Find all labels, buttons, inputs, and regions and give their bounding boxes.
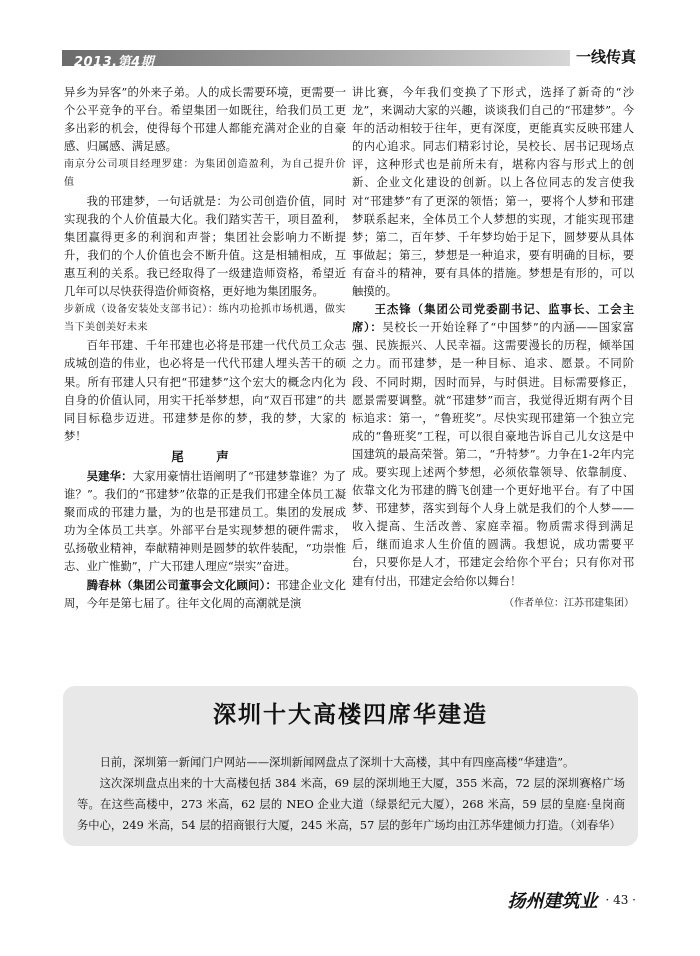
speaker-note: 南京分公司项目经理罗建：为集团创造盈利，为自己提升价值 bbox=[64, 159, 346, 189]
paragraph: 日前，深圳第一新闻门户网站——深圳新闻网盘点了深圳十大高楼，其中有四座高楼“华建造”。 bbox=[99, 756, 575, 769]
right-column bbox=[352, 84, 634, 613]
box-body bbox=[77, 752, 625, 836]
magazine-logo: 扬州建筑业 bbox=[507, 891, 598, 912]
page-footer bbox=[507, 886, 636, 914]
paragraph: 我的邗建梦，一句话就是：为公司创造价值，同时实现我的个人价值最大化。我们踏实苦干，项目盈利，集团赢得更多的利润和声誉；集团社会影响力不断提升，我们的个人价值也会不断升值。这是相辅相成，互惠互利的关系。我已经取得了一级建造师资格，希望近几年可以尽快获得造价师资格，更好地为集团服务。 bbox=[64, 194, 346, 299]
issue-number: 2013.第4期 bbox=[74, 55, 155, 70]
paragraph bbox=[64, 577, 346, 613]
paragraph bbox=[352, 301, 634, 591]
news-box bbox=[63, 686, 638, 846]
box-title: 深圳十大高楼四席华建造 bbox=[213, 702, 488, 728]
section-name: 一线传真 bbox=[570, 46, 636, 67]
author-affiliation: （作者单位：江苏邗建集团） bbox=[504, 597, 634, 609]
paragraph: 异乡为异客”的外来子弟。人的成长需要环境，更需要一个公平竞争的平台。希望集团一如既往，给我们员工更多出彩的机会，使得每个邗建人都能充满对企业的自豪感、归属感、满足感。 bbox=[64, 86, 346, 154]
speaker-name: 腾春林（集团公司董事会文化顾问）： bbox=[86, 578, 278, 592]
paragraph: 讲比赛，今年我们变换了下形式，选择了新奇的“沙龙”，来调动大家的兴趣，谈谈我们自己的“邗建梦”。今年的活动相较于往年，更有深度，更能真实反映邗建人的内心追求。同志们精彩讨论，吴校长、居书记现场点评，这种形式也是前所未有，堪称内容与形式上的创新、企业文化建设的创新。以上各位同志的发言使我对“邗建梦”有了更深的领悟；第一，要将个人梦和邗建梦联系起来，全体员工个人梦想的实现，才能实现邗建梦；第二，百年梦、千年梦均始于足下，圆梦要从具体事做起；第三，梦想是一种追求，要有明确的目标，要有奋斗的精神，要有具体的措施。梦想是有形的，可以触摸的。 bbox=[352, 86, 634, 299]
paragraph-text: 吴校长一开始诠释了“中国梦”的内涵——国家富强、民族振兴、人民幸福。这需要漫长的历程，倾举国之力。而邗建梦，是一种目标、追求、愿景。不同阶段、不同时期，因时而异，与时俱进。目标需要修正，愿景需要调整。就“邗建梦”而言，我觉得近期有两个目标追求：第一，“鲁班奖”。尽快实现邗建第一个独立完成的“鲁班奖”工程，可以很自豪地告诉自己儿女这是中国建筑的最高荣誉。第二，“升特梦”。力争在1-2年内完成。要实现上述两个梦想，必须依靠领导、依靠制度、依靠文化为邗建的腾飞创建一个更好地平台。有了中国梦、邗建梦，落实到每个人身上就是我们的个人梦——收入提高、生活改善、家庭幸福。物质需求得到满足后，继而追求人生价值的圆满。我想说，成功需要平台，只要你是人才，邗建定会给你个平台；只有你对邗建有付出，邗建定会给你以舞台！ bbox=[352, 321, 634, 588]
paragraph: 百年邗建、千年邗建也必将是邗建一代代员工众志成城创造的伟业，也必将是一代代邗建人埋头苦干的硕果。所有邗建人只有把“邗建梦”这个宏大的概念内化为自身的价值认同，用实干托举梦想，向“双百邗建”的共同目标稳步迈进。邗建梦是你的梦，我的梦，大家的梦！ bbox=[64, 339, 346, 443]
page-number: · 43 · bbox=[605, 893, 636, 907]
speaker-note: 步新成（设备安装处支部书记）：练内功抢抓市场机遇，做实当下美创美好未来 bbox=[64, 304, 346, 334]
paragraph-text: 大家用豪情壮语阐明了“邗建梦靠谁？为了谁？”。我们的“邗建梦”依靠的正是我们邗建全体员工凝聚而成的邗建力量，为的也是邗建员工。集团的发展成功为全体员工共享。外部平台是实现梦想的硬件需求，弘扬敬业精神，奉献精神则是圆梦的软件装配，“功崇惟志、业广惟勤”，广大邗建人理应“崇实”奋进。 bbox=[64, 469, 346, 574]
paragraph: 这次深圳盘点出来的十大高楼包括 384 米高，69 层的深圳地王大厦，355 米高，72 层的深圳赛格广场等。在这些高楼中，273 米高，62 层的 NEO 企业大道（绿景纪元大厦），268 米高，59 层的皇庭·皇岗商务中心，249 米高，54 层的招商银行大厦，245 米高，57 层的彭年广场均由江苏华建倾力打造。（刘春华） bbox=[77, 777, 625, 832]
page-header bbox=[62, 48, 636, 74]
section-heading: 尾 声 bbox=[171, 448, 239, 464]
paragraph-text: 邗建企业文化周，今年是第七届了。往年文化周的高潮就是演 bbox=[64, 578, 346, 610]
speaker-name: 王杰锋（集团公司党委副书记、监事长、工会主席）： bbox=[352, 303, 634, 335]
header-bar bbox=[62, 50, 636, 70]
paragraph bbox=[64, 468, 346, 577]
speaker-name: 吴建华： bbox=[86, 469, 133, 483]
left-column bbox=[64, 84, 346, 613]
